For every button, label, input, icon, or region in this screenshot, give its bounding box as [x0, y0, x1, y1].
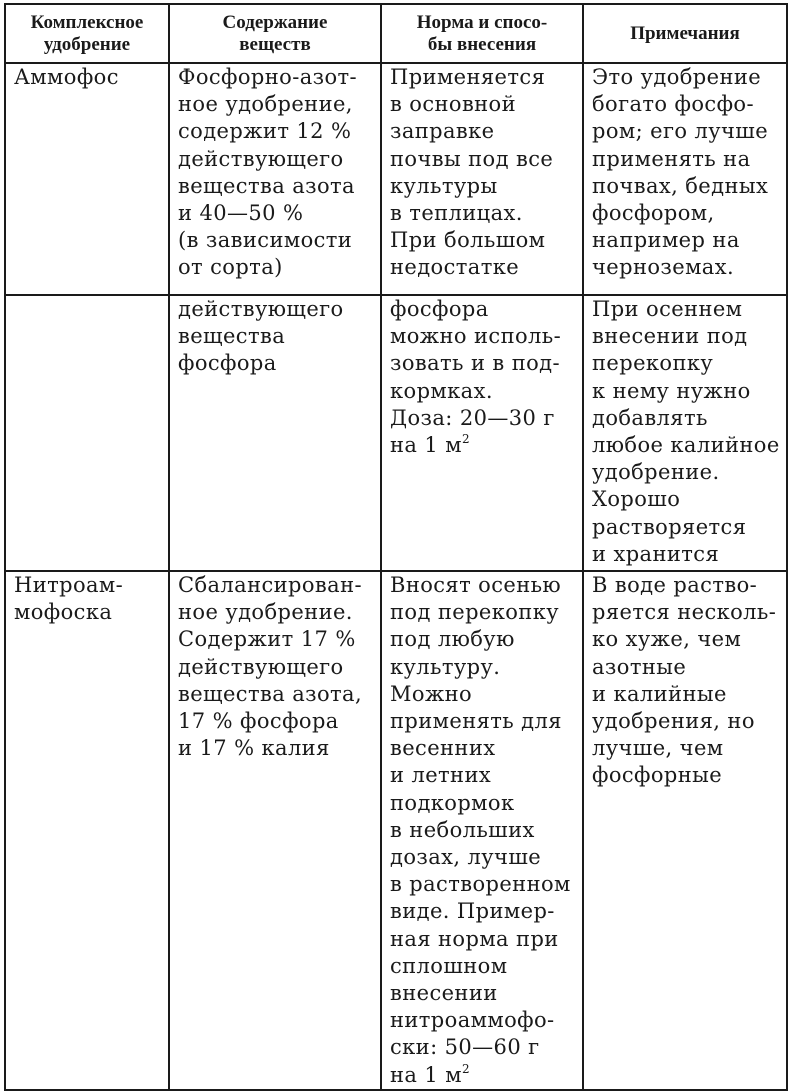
fertilizer-table [4, 3, 788, 1091]
cell-text-line: например на [592, 228, 740, 253]
header-line: Норма и спосо- [416, 11, 548, 33]
cell-text-line: в теплицах. [390, 201, 523, 226]
cell-text-line: ко хуже, чем [592, 627, 742, 652]
header-line: веществ [239, 33, 311, 55]
cell-text-line: сплошном [390, 953, 508, 978]
cell-text-line: и летних [390, 763, 492, 788]
cell-content [169, 63, 381, 295]
cell-text-line: ром; его лучше [592, 119, 769, 144]
cell-text-line: лучше, чем [592, 736, 724, 761]
table-row [5, 63, 787, 295]
cell-text-line: и 40—50 % [178, 201, 304, 226]
cell-text-line: При осеннем [592, 297, 743, 321]
cell-norm [381, 571, 583, 1090]
header-line: удобрение [43, 33, 131, 55]
cell-text-line: Аммофос [14, 65, 119, 89]
cell-fertilizer-name [5, 63, 169, 295]
cell-text-line: ная норма при [390, 926, 559, 951]
cell-text-line: удобрение. [592, 460, 720, 485]
cell-text-line: перекопку [592, 351, 714, 376]
cell-text-line: богато фосфо- [592, 92, 754, 117]
cell-text-line: от сорта) [178, 255, 283, 280]
cell-text-line: на 1 $м^2$ [390, 1061, 471, 1087]
header-content [169, 4, 381, 63]
cell-text-line: почвы под все [390, 146, 554, 171]
cell-text-line: действующего [178, 297, 344, 321]
cell-text-line: черноземах. [592, 255, 735, 280]
cell-text-line: кормках. [390, 378, 493, 403]
cell-text-line: в небольших [390, 817, 535, 842]
cell-text-line: вещества [178, 324, 286, 349]
cell-text-line: культуру. [390, 654, 501, 679]
cell-text-line: недостатке [390, 255, 520, 280]
cell-text-line: и калийные [592, 681, 727, 706]
header-line: Примечания [630, 22, 740, 44]
header-norm [381, 4, 583, 63]
cell-text-line: ное удобрение. [178, 600, 353, 625]
cell-text-line: Вносят осенью [390, 573, 562, 597]
cell-text-line: фосфора [178, 351, 277, 376]
cell-text-line: Фосфорно-азот- [178, 65, 358, 89]
header-line: Комплексное [30, 11, 144, 33]
table-row [5, 571, 787, 1090]
cell-text-line: (в зависимости [178, 228, 353, 253]
cell-fertilizer-name [5, 571, 169, 1090]
cell-text-line: к нему нужно [592, 378, 751, 403]
cell-text-line: Сбалансирован- [178, 573, 362, 597]
cell-text-line: применять для [390, 709, 562, 734]
cell-notes [583, 295, 787, 571]
cell-text-line: внесении под [592, 324, 748, 349]
cell-text-line: в растворенном [390, 872, 571, 897]
cell-text-line: на 1 $м^2$ [390, 432, 471, 458]
cell-text-line: Можно [390, 681, 473, 706]
cell-text-line: фосфора [390, 297, 489, 321]
cell-text-line: действующего [178, 654, 344, 679]
cell-text-line: При большом [390, 228, 546, 253]
cell-norm [381, 295, 583, 571]
cell-text-line: В воде раство- [592, 573, 758, 597]
cell-text-line: содержит 12 % [178, 119, 352, 144]
cell-text-line: можно исполь- [390, 324, 562, 349]
cell-text-line: ное удобрение, [178, 92, 353, 117]
cell-fertilizer-name [5, 295, 169, 571]
cell-content [169, 295, 381, 571]
cell-text-line: и хранится [592, 541, 720, 566]
header-fertilizer [5, 4, 169, 63]
cell-text-line: в основной [390, 92, 517, 117]
cell-text-line: дозах, лучше [390, 845, 542, 870]
cell-text-line: под перекопку [390, 600, 559, 625]
header-row [5, 4, 787, 63]
cell-text-line: любое калийное [592, 433, 780, 458]
cell-text-line: Применяется [390, 65, 546, 89]
cell-text-line: удобрения, но [592, 709, 755, 734]
cell-text-line: действующего [178, 146, 344, 171]
superscript-square: 2 [461, 432, 471, 447]
cell-text-line: и 17 % калия [178, 736, 330, 761]
cell-text-line: нитроаммофо- [390, 1008, 555, 1033]
cell-text-line: Содержит 17 % [178, 627, 356, 652]
cell-text-line: виде. Пример- [390, 899, 555, 924]
cell-text-line: Это удобрение [592, 65, 762, 89]
cell-text-line: растворяется [592, 514, 747, 539]
cell-notes [583, 63, 787, 295]
header-line: Содержание [222, 11, 328, 33]
cell-text-line: 17 % фосфора [178, 709, 339, 734]
cell-text-line: культуры [390, 173, 498, 198]
cell-text-line: под любую [390, 627, 515, 652]
cell-text-line: зовать и в под- [390, 351, 561, 376]
cell-text-line: вещества азота [178, 173, 355, 198]
cell-text-line: мофоска [14, 600, 113, 625]
cell-text-line: фосфорные [592, 763, 723, 788]
cell-text-line: весенних [390, 736, 496, 761]
cell-text-line: Нитроам- [14, 573, 124, 597]
header-notes [583, 4, 787, 63]
cell-content [169, 571, 381, 1090]
cell-notes [583, 571, 787, 1090]
cell-text-line: азотные [592, 654, 687, 679]
cell-text-line: применять на [592, 146, 751, 171]
cell-text-line: Хорошо [592, 487, 681, 512]
cell-text-line: добавлять [592, 405, 708, 430]
cell-text-line: внесении [390, 981, 498, 1006]
header-line: бы внесения [427, 33, 537, 55]
cell-text-line: подкормок [390, 790, 515, 815]
cell-text-line: заправке [390, 119, 495, 144]
cell-norm [381, 63, 583, 295]
cell-text-line: фосфором, [592, 201, 715, 226]
cell-text-line: Доза: 20—30 г [390, 405, 555, 430]
table-row [5, 295, 787, 571]
cell-text-line: ски: 50—60 г [390, 1035, 540, 1060]
cell-text-line: ряется несколь- [592, 600, 777, 625]
cell-text-line: почвах, бедных [592, 173, 769, 198]
cell-text-line: вещества азота, [178, 681, 363, 706]
superscript-square: 2 [461, 1061, 471, 1076]
